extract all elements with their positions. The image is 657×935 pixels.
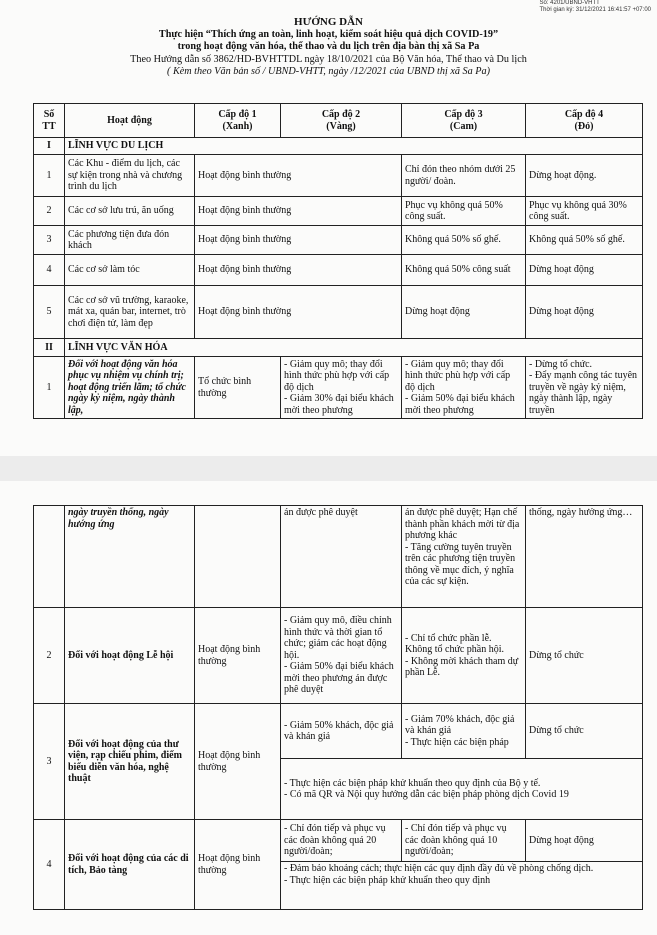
document-title: HƯỚNG DẪN — [294, 16, 363, 28]
guidance-table-part-2 — [33, 505, 643, 910]
section-row-tourism: I LĨNH VỰC DU LỊCH — [34, 138, 643, 155]
table-row: 3 Đối với hoạt động của thư viện, rạp chiếu phim, điểm biểu diễn văn hóa, nghệ thuật Hoạt động bình thường - Giảm 50% khách, độc giả và khán giả - Giảm 70% khách, độc giả và khán giả - Thực hiện các biện pháp Dừng tổ chức — [34, 704, 643, 759]
document-heading — [0, 16, 657, 79]
heading-line-4: ( Kèm theo Văn bản số / UBND-VHTT, ngày /12/2021 của UBND thị xã Sa Pa) — [167, 66, 490, 77]
header-level-3: Cấp độ 3 (Cam) — [402, 104, 526, 138]
section-title: LĨNH VỰC DU LỊCH — [65, 138, 643, 155]
table-row: 5 Các cơ sở vũ trường, karaoke, mát xa, quán bar, internet, trò chơi điện tử, làm đẹp Hoạt động bình thường Dừng hoạt động Dừng hoạt động — [34, 286, 643, 339]
section-title: LĨNH VỰC VĂN HÓA — [65, 339, 643, 357]
table-row: 1 Các Khu - điểm du lịch, các sự kiện trong nhà và chương trình du lịch Hoạt động bình thường Chỉ đón theo nhóm dưới 25 người/ đoàn. Dừng hoạt động. — [34, 155, 643, 197]
document-page-1 — [0, 0, 657, 456]
header-stt: Số TT — [34, 104, 65, 138]
table-row: 3 Các phương tiện đưa đón khách Hoạt động bình thường Không quá 50% số ghế. Không quá 50% số ghế. — [34, 226, 643, 255]
table-row: - Thực hiện các biện pháp khử khuẩn theo quy định của Bộ y tế. - Có mã QR và Nội quy hướng dẫn các biện pháp phòng dịch Covid 19 — [34, 759, 643, 820]
stamp-doc-number: Số: 4201/UBND-VHTT — [539, 0, 600, 6]
guidance-table-part-1 — [33, 103, 643, 419]
table-header-row — [34, 104, 643, 138]
table-row: 2 Đối với hoạt động Lễ hội Hoạt động bình thường - Giảm quy mô, điều chỉnh hình thức và thời gian tổ chức; giảm các hoạt động hội. - Giảm 50% đại biểu khách mời theo phương án được phê duyệt - Chỉ tổ chức phần lễ. Không tổ chức phần hội. - Không mời khách tham dự phần Lễ. Dừng tổ chức — [34, 608, 643, 704]
header-level-2: Cấp độ 2 (Vàng) — [281, 104, 402, 138]
table-row: 1 Đối với hoạt động văn hóa phục vụ nhiệm vụ chính trị; hoạt động triển lãm; tổ chức ngày kỷ niệm, ngày thành lập, Tổ chức bình thường - Giảm quy mô; thay đổi hình thức phù hợp với cấp độ dịch - Giảm 30% đại biểu khách mời theo phương - Giảm quy mô; thay đổi hình thức phù hợp với cấp độ dịch - Giảm 50% đại biểu khách mời theo phương - Dừng tổ chức. - Đẩy mạnh công tác tuyên truyền về ngày kỷ niệm, ngày thành lập, ngày truyền — [34, 357, 643, 419]
table-row: 4 Đối với hoạt động của các di tích, Bảo tàng Hoạt động bình thường - Chỉ đón tiếp và phục vụ các đoàn không quá 20 người/đoàn; - Chỉ đón tiếp và phục vụ các đoàn không quá 10 người/đoàn; Dừng hoạt động — [34, 820, 643, 862]
header-level-1: Cấp độ 1 (Xanh) — [195, 104, 281, 138]
section-row-culture: II LĨNH VỰC VĂN HÓA — [34, 339, 643, 357]
header-activity: Hoạt động — [65, 104, 195, 138]
table-row: 2 Các cơ sở lưu trú, ăn uống Hoạt động bình thường Phục vụ không quá 50% công suất. Phục vụ không quá 30% công suất. — [34, 197, 643, 226]
table-row: 4 Các cơ sở làm tóc Hoạt động bình thường Không quá 50% công suất Dừng hoạt động — [34, 255, 643, 286]
signature-stamp — [539, 0, 651, 14]
table-row: ngày truyền thống, ngày hướng ứng án được phê duyệt án được phê duyệt; Hạn chế thành phần khách mời từ địa phương khác - Tăng cường tuyên truyền trên các phương tiện truyền thông về mục đích, ý nghĩa của các sự kiện. thống, ngày hưởng ứng… — [34, 506, 643, 608]
stamp-sign-time: Thời gian ký: 31/12/2021 16:41:57 +07:00 — [539, 7, 651, 13]
table-row: - Đảm bảo khoảng cách; thực hiện các quy định đầy đủ về phòng chống dịch. - Thực hiện các biện pháp khử khuẩn theo quy định — [34, 862, 643, 910]
heading-line-2: trong hoạt động văn hóa, thể thao và du lịch trên địa bàn thị xã Sa Pa — [177, 41, 480, 52]
heading-line-1: Thực hiện “Thích ứng an toàn, linh hoạt, kiểm soát hiệu quả dịch COVID-19” — [158, 28, 499, 40]
header-level-4: Cấp độ 4 (Đỏ) — [526, 104, 643, 138]
heading-line-3: Theo Hướng dẫn số 3862/HD-BVHTTDL ngày 18/10/2021 của Bộ Văn hóa, Thể thao và Du lịch — [130, 53, 527, 65]
document-page-2 — [0, 481, 657, 935]
